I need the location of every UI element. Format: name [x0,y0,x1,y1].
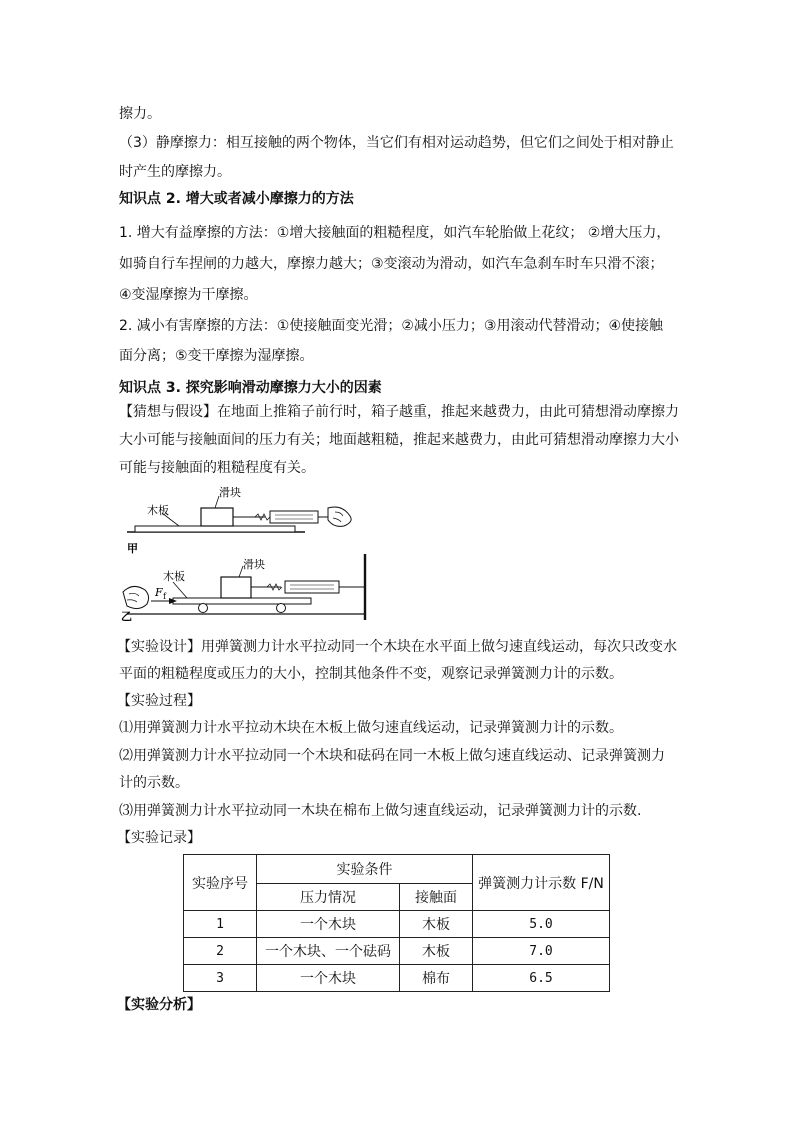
text-line: 可能与接触面的粗糙程度有关。 [119,460,315,476]
text-line: ⑶用弹簧测力计水平拉动同一木块在棉布上做匀速直线运动，记录弹簧测力计的示数. [119,803,642,819]
table-row [184,938,610,965]
text-line: 【实验记录】 [117,830,201,846]
text-line: （3）静摩擦力：相互接触的两个物体，当它们有相对运动趋势，但它们之间处于相对静止 [119,135,674,151]
cell-surface: 木板 [400,911,473,938]
text-line: 大小可能与接触面间的压力有关；地面越粗糙，推起来越费力，由此可猜想滑动摩擦力大小 [119,432,679,448]
text-line: 【实验分析】 [117,997,201,1013]
header-reading: 弹簧测力计示数 F/N [473,855,610,911]
table-row [184,965,610,992]
experiment-record-table [183,854,610,992]
text-line: 平面的粗糙程度或压力的大小，控制其他条件不变，观察记录弹簧测力计的示数。 [119,666,623,682]
text-line: 【猜想与假设】在地面上推箱子前行时，箱子越重，推起来越费力，由此可猜想滑动摩擦力 [119,404,679,420]
roller [277,604,286,613]
cell-reading: 5.0 [473,911,610,938]
text-line: ⑵用弹簧测力计水平拉动同一个木块和砝码在同一木板上做匀速直线运动、记录弹簧测力 [119,748,665,764]
slider-block [201,508,233,526]
header-pressure: 压力情况 [257,884,400,911]
text-line: ④变湿摩擦为干摩擦。 [119,287,258,303]
label-block-a: 滑块 [219,486,241,499]
spring-scale [270,511,318,523]
text-line: 2. 减小有害摩擦的方法：①使接触面变光滑；②减小压力；③用滚动代替滑动；④使接触 [119,318,664,334]
label-board-a: 木板 [147,504,169,517]
section-heading: 知识点 3. 探究影响滑动摩擦力大小的因素 [119,380,382,396]
figure-a [127,485,351,555]
cell-seq: 3 [184,965,257,992]
text-line: 擦力。 [119,106,161,122]
cell-surface: 木板 [400,938,473,965]
text-line: ⑴用弹簧测力计水平拉动木块在木板上做匀速直线运动，记录弹簧测力计的示数。 [119,720,623,736]
cell-reading: 6.5 [473,965,610,992]
label-force-sub: f [163,592,166,601]
label-board-b: 木板 [163,570,185,583]
label-block-b: 滑块 [243,558,265,571]
cell-pressure: 一个木块 [257,911,400,938]
table-row [184,911,610,938]
cell-reading: 7.0 [473,938,610,965]
wood-board [135,526,295,532]
text-line: 如骑自行车捏闸的力越大，摩擦力越大；③变滚动为滑动，如汽车急刹车时车只滑不滚； [119,256,664,272]
cell-pressure: 一个木块 [257,965,400,992]
text-line: 时产生的摩擦力。 [119,164,231,180]
roller [199,604,208,613]
slider-block [221,577,251,598]
text-line: 【实验设计】用弹簧测力计水平拉动同一个木块在水平面上做匀速直线运动，每次只改变水 [117,639,677,655]
spring-scale [285,581,339,593]
text-line: 面分离；⑤变干摩擦为湿摩擦。 [119,348,314,364]
header-seq: 实验序号 [184,855,257,911]
section-heading: 知识点 2. 增大或者减小摩擦力的方法 [119,191,354,207]
label-force: F [155,586,163,599]
label-yi: 乙 [121,610,132,623]
cell-pressure: 一个木块、一个砝码 [257,938,400,965]
cell-surface: 棉布 [400,965,473,992]
hand-icon [123,586,149,608]
label-jia: 甲 [127,542,138,555]
header-condition: 实验条件 [257,855,473,884]
header-surface: 接触面 [400,884,473,911]
cell-seq: 1 [184,911,257,938]
experiment-figure [115,484,375,624]
text-line: 【实验过程】 [117,693,201,709]
hand-icon [328,507,351,526]
text-line: 计的示数。 [119,775,189,791]
figure-b [121,554,365,623]
text-line: 1. 增大有益摩擦的方法：①增大接触面的粗糙程度，如汽车轮胎做上花纹； ②增大压力， [119,225,671,241]
wood-board [173,598,311,604]
cell-seq: 2 [184,938,257,965]
